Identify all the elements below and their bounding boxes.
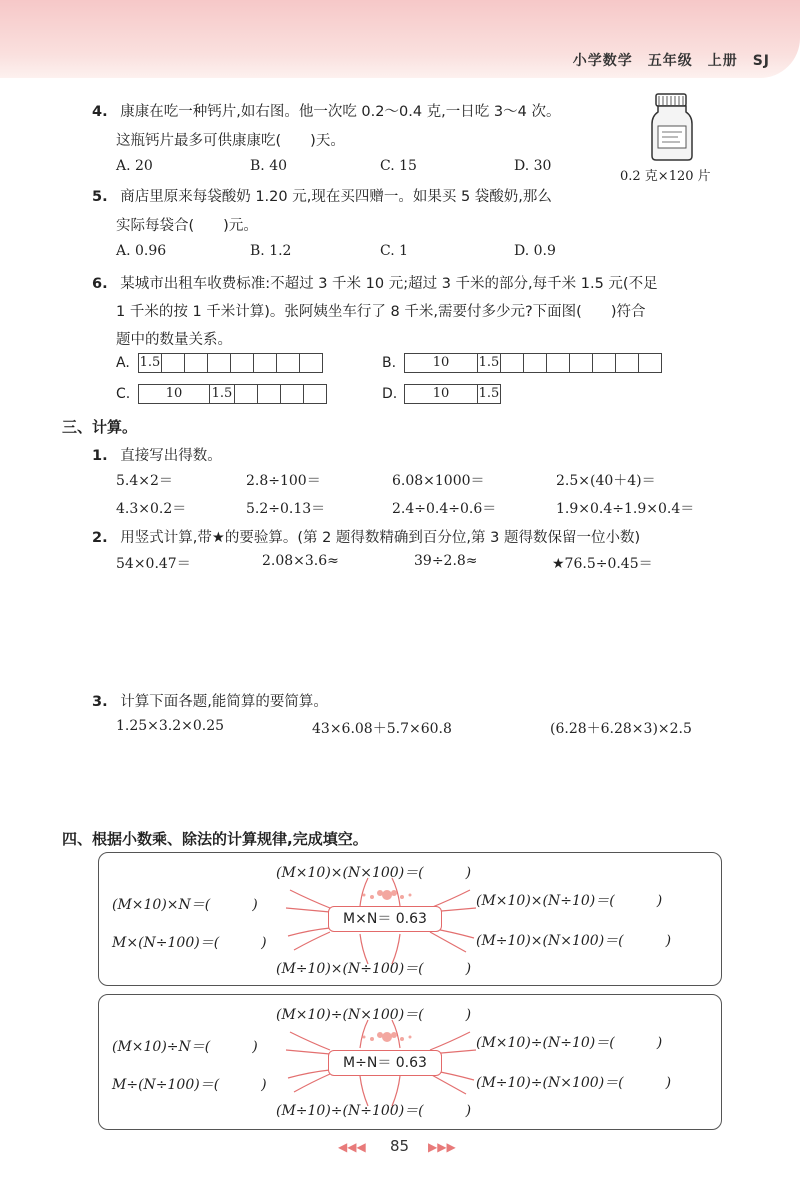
tape-cell: 10 <box>138 384 210 404</box>
q6-line3: 题中的数量关系。 <box>116 332 232 348</box>
left-arrows-icon: ◀◀◀ <box>338 1140 366 1154</box>
section3-title: 三、计算。 <box>62 418 138 436</box>
tape-cell <box>235 384 258 404</box>
equation-left-2: M×(N÷100)＝( ) <box>112 935 267 951</box>
q4-option-d: D. 30 <box>514 158 552 174</box>
q5-line2: 实际每袋合( )元。 <box>116 218 258 234</box>
bottle-caption: 0.2 克×120 片 <box>620 169 711 184</box>
tape-cell: 10 <box>404 384 478 404</box>
section4-title: 四、根据小数乘、除法的计算规律,完成填空。 <box>62 830 368 848</box>
calc-item: 2.5×(40＋4)＝ <box>556 473 656 489</box>
tape-cell: 1.5 <box>478 353 501 373</box>
calc-item: (6.28＋6.28×3)×2.5 <box>550 721 692 737</box>
q6-option-d-label: D. <box>382 386 398 402</box>
q6 <box>92 272 658 293</box>
equation-top: (M×10)×(N×100)＝( ) <box>276 865 472 881</box>
q4-option-a: A. 20 <box>116 158 153 174</box>
q5-option-b: B. 1.2 <box>250 243 292 259</box>
q4-option-b: B. 40 <box>250 158 288 174</box>
q6-tape-d <box>404 384 501 404</box>
tape-cell <box>185 353 208 373</box>
header-title: 小学数学 五年级 上册 SJ <box>572 53 770 69</box>
calc-item: 6.08×1000＝ <box>392 473 485 489</box>
q5-line1: 商店里原来每袋酸奶 1.20 元,现在买四赠一。如果买 5 袋酸奶,那么 <box>120 189 552 205</box>
q5-option-a: A. 0.96 <box>116 243 167 259</box>
tape-cell: 10 <box>404 353 478 373</box>
q6-option-b-label: B. <box>382 355 397 371</box>
calc-item: 2.4÷0.4÷0.6＝ <box>392 501 497 517</box>
s3-p1-number: 1. <box>92 448 108 464</box>
tape-cell <box>281 384 304 404</box>
q6-number: 6. <box>92 276 108 292</box>
calc-item: ★76.5÷0.45＝ <box>552 556 653 572</box>
flower-decoration-icon <box>352 1025 422 1047</box>
page-number: 85 <box>390 1137 410 1155</box>
calc-item: 1.25×3.2×0.25 <box>116 718 225 734</box>
equation-right-1: (M×10)×(N÷10)＝( ) <box>476 893 663 909</box>
equation-bottom: (M÷10)÷(N÷100)＝( ) <box>276 1103 472 1119</box>
q5 <box>92 185 552 206</box>
q5-number: 5. <box>92 189 108 205</box>
equation-right-2: (M÷10)×(N×100)＝( ) <box>476 933 672 949</box>
calc-item: 43×6.08＋5.7×60.8 <box>312 721 452 737</box>
tape-cell <box>277 353 300 373</box>
tape-cell <box>570 353 593 373</box>
q6-tape-c <box>138 384 327 404</box>
calc-item: 5.4×2＝ <box>116 473 173 489</box>
equation-right-2: (M÷10)÷(N×100)＝( ) <box>476 1075 672 1091</box>
tape-cell <box>254 353 277 373</box>
s3-p3-text: 计算下面各题,能简算的要简算。 <box>120 694 328 710</box>
calc-item: 54×0.47＝ <box>116 556 191 572</box>
center-equation-multiply: M×N＝ 0.63 <box>328 906 442 932</box>
tape-cell: 1.5 <box>138 353 162 373</box>
equation-left-2: M÷(N÷100)＝( ) <box>112 1077 267 1093</box>
calc-item: 2.8÷100＝ <box>246 473 321 489</box>
tape-cell <box>501 353 524 373</box>
equation-right-1: (M×10)÷(N÷10)＝( ) <box>476 1035 663 1051</box>
calc-item: 5.2÷0.13＝ <box>246 501 326 517</box>
q4-number: 4. <box>92 104 108 120</box>
tape-cell <box>639 353 662 373</box>
q6-option-c-label: C. <box>116 386 131 402</box>
tape-cell <box>258 384 281 404</box>
s3-p1 <box>92 444 222 465</box>
q6-line2: 1 千米的按 1 千米计算)。张阿姨坐车行了 8 千米,需要付多少元?下面图( )符合 <box>116 304 646 320</box>
tape-cell <box>547 353 570 373</box>
tape-cell <box>162 353 185 373</box>
flower-decoration-icon <box>352 883 422 905</box>
q6-tape-a <box>138 353 323 373</box>
s3-p1-text: 直接写出得数。 <box>120 448 222 464</box>
tape-cell <box>231 353 254 373</box>
q6-line1: 某城市出租车收费标准:不超过 3 千米 10 元;超过 3 千米的部分,每千米 1.5 元(不足 <box>120 276 658 292</box>
s3-p2 <box>92 526 640 547</box>
q5-option-c: C. 1 <box>380 243 409 259</box>
s3-p3-number: 3. <box>92 694 108 710</box>
calc-item: 39÷2.8≈ <box>414 553 478 569</box>
s3-p3 <box>92 690 328 711</box>
calc-item: 2.08×3.6≈ <box>262 553 339 569</box>
right-arrows-icon: ▶▶▶ <box>428 1140 456 1154</box>
calc-item: 4.3×0.2＝ <box>116 501 187 517</box>
tape-cell: 1.5 <box>478 384 501 404</box>
equation-bottom: (M÷10)×(N÷100)＝( ) <box>276 961 472 977</box>
q4 <box>92 100 560 121</box>
equation-left-1: (M×10)÷N＝( ) <box>112 1039 258 1055</box>
equation-top: (M×10)÷(N×100)＝( ) <box>276 1007 472 1023</box>
tape-cell <box>304 384 327 404</box>
s3-p2-number: 2. <box>92 530 108 546</box>
pill-bottle-icon <box>648 92 696 162</box>
tape-cell <box>524 353 547 373</box>
tape-cell <box>300 353 323 373</box>
calc-item: 1.9×0.4÷1.9×0.4＝ <box>556 501 695 517</box>
tape-cell <box>593 353 616 373</box>
q4-option-c: C. 15 <box>380 158 417 174</box>
q4-line1: 康康在吃一种钙片,如右图。他一次吃 0.2～0.4 克,一日吃 3～4 次。 <box>120 104 561 120</box>
q5-option-d: D. 0.9 <box>514 243 556 259</box>
q6-tape-b <box>404 353 662 373</box>
tape-cell: 1.5 <box>210 384 235 404</box>
tape-cell <box>616 353 639 373</box>
tape-cell <box>208 353 231 373</box>
q4-line2: 这瓶钙片最多可供康康吃( )天。 <box>116 133 345 149</box>
center-equation-divide: M÷N＝ 0.63 <box>328 1050 442 1076</box>
s3-p2-text: 用竖式计算,带★的要验算。(第 2 题得数精确到百分位,第 3 题得数保留一位小数) <box>120 530 641 546</box>
q6-option-a-label: A. <box>116 355 130 371</box>
equation-left-1: (M×10)×N＝( ) <box>112 897 258 913</box>
